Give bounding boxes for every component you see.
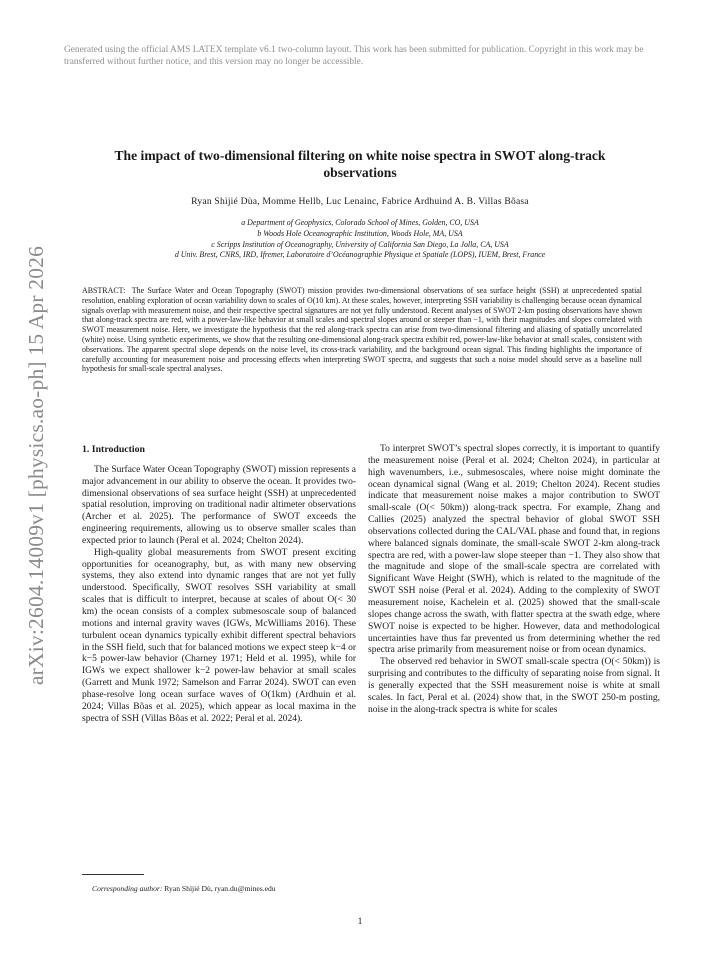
abstract-text: The Surface Water and Ocean Topography (SWOT) mission provides two-dimensional observations of sea surface height (SSH) at unprecedented spatial resolution, enabling exploration of ocean variability down to scales of O(10 km). At these scales, however, interpreting SSH variability is challenging because ocean dynamical signals overlap with measurement noise, and their respective spectral signatures are not yet fully understood. Recent analyses of SWOT 2-km posting observations have shown that along-track spectra are red, with a power-law-like behavior at small scales and spectral slopes around or steeper than −1, with their magnitudes and slopes correlated with SWOT measurement noise. Here, we investigate the hypothesis that the red along-track spectra can arise from two-dimensional filtering and aliasing of spatially uncorrelated (white) noise. Using synthetic experiments, we show that the resulting one-dimensional along-track spectra exhibit red, power-law-like behavior at small scales, consistent with observations. The apparent spectral slope depends on the noise level, its cross-track variability, and the background ocean signal. This finding highlights the importance of carefully accounting for measurement noise and processing effects when interpreting SWOT spectra, and suggests that such a noise model should serve as a baseline null hypothesis for small-scale spectral analyses.	[82, 286, 642, 374]
affiliation-list	[64, 218, 656, 261]
template-note: Generated using the official AMS LATEX template v6.1 two-column layout. This work has been submitted for publication. Copyright in this work may be transferred without further notice, and this version may no longer be accessible.	[64, 45, 644, 67]
paragraph: To interpret SWOT’s spectral slopes correctly, it is important to quantify the measurement noise (Peral et al. 2024; Chelton 2024), in particular at high wavenumbers, i.e., submesoscales, where noise might dominate the ocean dynamical signal (Wang et al. 2019; Chelton 2024). Recent studies indicate that measurement noise makes a major contribution to SWOT small-scale (O(< 50km)) along-track spectra. For example, Zhang and Callies (2025) analyzed the spectral behavior of global SWOT SSH observations collected during the CAL/VAL phase and found that, in regions where balanced signals dominate, the small-scale SWOT 2-km along-track spectra are red, with a power-law slope steeper than −1. They also show that the magnitude and slope of the small-scale spectra are correlated with Significant Wave Height (SWH), which is related to the magnitude of the SWOT SSH noise (Peral et al. 2024). Adding to the complexity of SWOT measurement noise, Kachelein et al. (2025) showed that the small-scale slopes change across the swath, with flatter spectra at the swath edge, where SWOT noise is expected to be higher. However, data and methodological uncertainties have thus far prevented us from determining whether the red spectra arise primarily from measurement noise or from ocean dynamics.	[368, 444, 660, 656]
paper-title: The impact of two-dimensional filtering on white noise spectra in SWOT along-track observations	[114, 148, 606, 180]
affiliation-a: a Department of Geophysics, Colorado School of Mines, Golden, CO, USA	[241, 218, 479, 227]
paragraph: The observed red behavior in SWOT small-scale spectra (O(< 50km)) is surprising and contributes to the difficulty of separating noise from signal. It is generally expected that the SSH measurement noise is white at small scales. In fact, Peral et al. (2024) show that, in the SWOT 250-m posting, noise in the along-track spectra is white for scales	[368, 657, 660, 715]
abstract	[82, 286, 642, 374]
paragraph: High-quality global measurements from SWOT present exciting opportunities for oceanography, but, as with many new observing systems, they also extend into dynamic ranges that are not yet fully understood. Specifically, SWOT resolves SSH variability at small scales that is difficult to interpret, because at scales of about O(< 30 km) the ocean consists of a complex submesoscale soup of balanced motions and internal gravity waves (IGWs, McWilliams 2016). These turbulent ocean dynamics typically exhibit different spectral behaviors in the SSH field, such that for balanced motions we expect steep k−4 or k−5 power-law behavior (Charney 1971; Held et al. 1995), while for IGWs we expect shallower k−2 power-law behavior at small scales (Garrett and Munk 1972; Samelson and Farrar 2024). SWOT can even phase-resolve long ocean surface waves of O(1km) (Ardhuin et al. 2024; Villas Bôas et al. 2025), which appear as local maxima in the spectra of SSH (Villas Bôas et al. 2022; Peral et al. 2024).	[82, 547, 356, 724]
corresponding-author	[92, 884, 276, 893]
footnote-rule	[82, 874, 144, 875]
affiliation-b: b Woods Hole Oceanographic Institution, Woods Hole, MA, USA	[257, 228, 463, 238]
affiliation-c: c Scripps Institution of Oceanography, University of California San Diego, La Jolla, CA, USA	[211, 239, 509, 249]
page-number: 1	[357, 916, 363, 927]
arxiv-identifier: arXiv:2604.14009v1 [physics.ao-ph] 15 Apr 2026	[24, 245, 49, 685]
author-list: Ryan Shìjié Dùa, Momme Hellb, Luc Lenainc, Fabrice Ardhuind A. B. Villas Bôasa	[191, 196, 529, 207]
corresponding-text: Ryan Shìjié Dù, ryan.du@mines.edu	[164, 884, 276, 893]
paragraph: The Surface Water Ocean Topography (SWOT) mission represents a major advancement in our ability to observe the ocean. It provides two-dimensional observations of sea surface height (SSH) at unprecedented spatial resolution, improving on traditional nadir altimeter observations (Archer et al. 2025). The performance of SWOT exceeds the engineering requirements, allowing us to observe smaller scales than expected prior to launch (Peral et al. 2024; Chelton 2024).	[82, 464, 356, 546]
affiliation-d: d Univ. Brest, CNRS, IRD, Ifremer, Laboratoire d’Océanographie Physique et Spatiale (LOPS), IUEM, Brest, France	[174, 250, 546, 260]
section-heading: 1. Introduction	[82, 444, 145, 455]
abstract-label: ABSTRACT:	[82, 286, 126, 295]
right-column	[368, 444, 660, 716]
corresponding-label: Corresponding author:	[92, 884, 163, 893]
left-column	[82, 444, 356, 725]
